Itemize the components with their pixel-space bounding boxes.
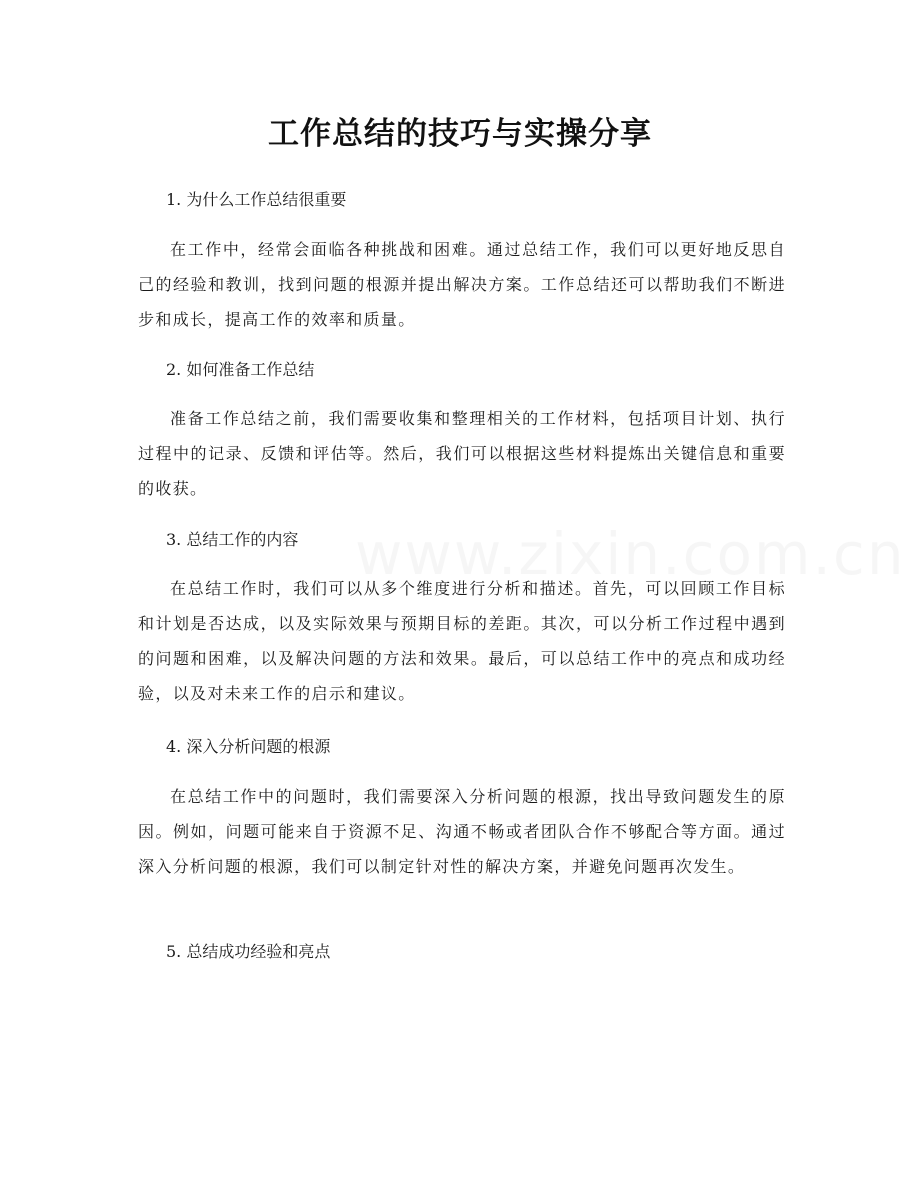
section-body-1: 在工作中，经常会面临各种挑战和困难。通过总结工作，我们可以更好地反思自己的经验和教训，找到问题的根源并提出解决方案。工作总结还可以帮助我们不断进步和成长，提高工作的效率和质量。 [138, 240, 786, 329]
section-body-4: 在总结工作中的问题时，我们需要深入分析问题的根源，找出导致问题发生的原因。例如，问题可能来自于资源不足、沟通不畅或者团队合作不够配合等方面。通过深入分析问题的根源，我们可以制定针对性的解决方案，并避免问题再次发生。 [138, 787, 786, 876]
section-heading-3: 3. 总结工作的内容 [166, 530, 299, 549]
section-body-3: 在总结工作时，我们可以从多个维度进行分析和描述。首先，可以回顾工作目标和计划是否达成，以及实际效果与预期目标的差距。其次，可以分析工作过程中遇到的问题和困难，以及解决问题的方法和效果。最后，可以总结工作中的亮点和成功经验，以及对未来工作的启示和建议。 [138, 579, 786, 703]
page-title: 工作总结的技巧与实操分享 [268, 116, 652, 152]
section-heading-1: 1. 为什么工作总结很重要 [166, 190, 347, 209]
section-body-2: 准备工作总结之前，我们需要收集和整理相关的工作材料，包括项目计划、执行过程中的记录、反馈和评估等。然后，我们可以根据这些材料提炼出关键信息和重要的收获。 [138, 409, 786, 498]
section-heading-4: 4. 深入分析问题的根源 [166, 737, 331, 756]
section-heading-5: 5. 总结成功经验和亮点 [166, 942, 331, 961]
section-heading-2: 2. 如何准备工作总结 [166, 360, 315, 379]
